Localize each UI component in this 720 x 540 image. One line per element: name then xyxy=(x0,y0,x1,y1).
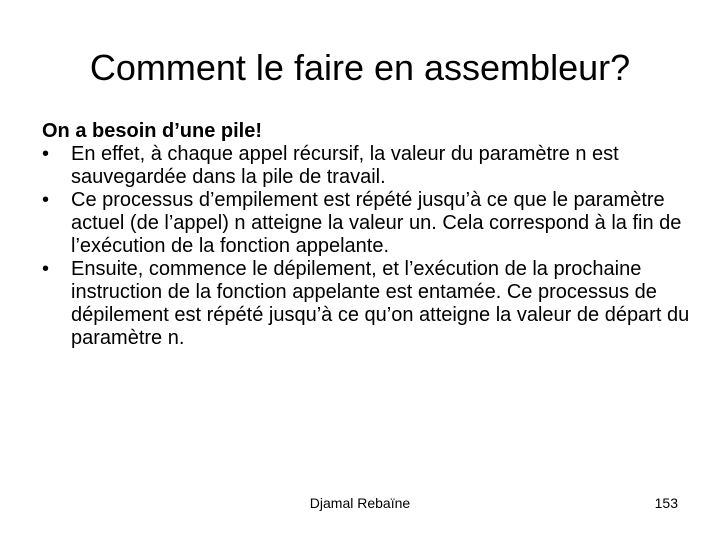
footer-author: Djamal Rebaïne xyxy=(309,495,411,511)
bullet-item xyxy=(42,258,692,350)
bullet-text: Ensuite, commence le dépilement, et l’exécution de la prochaine instruction de la fonction appelante est entamée. Ce processus de dépilement est répété jusqu’à ce qu’on atteigne la valeur de départ du paramètre n. xyxy=(71,258,690,349)
bullet-item xyxy=(42,189,692,258)
bullet-item xyxy=(42,143,692,189)
bullet-icon: • xyxy=(42,143,50,165)
bullet-list xyxy=(42,143,692,350)
bullet-text: Ce processus d’empilement est répété jusqu’à ce que le paramètre actuel (de l’appel) n atteigne la valeur un. Cela correspond à la fin de l’exécution de la fonction appelante. xyxy=(71,189,682,257)
bullet-icon: • xyxy=(42,189,50,211)
lead-text: On a besoin d’une pile! xyxy=(42,120,263,142)
page-number: 153 xyxy=(654,495,678,511)
bullet-text: En effet, à chaque appel récursif, la valeur du paramètre n est sauvegardée dans la pile de travail. xyxy=(71,143,619,188)
slide-body xyxy=(42,120,692,350)
bullet-icon: • xyxy=(42,258,50,280)
slide-title: Comment le faire en assembleur? xyxy=(89,47,631,88)
